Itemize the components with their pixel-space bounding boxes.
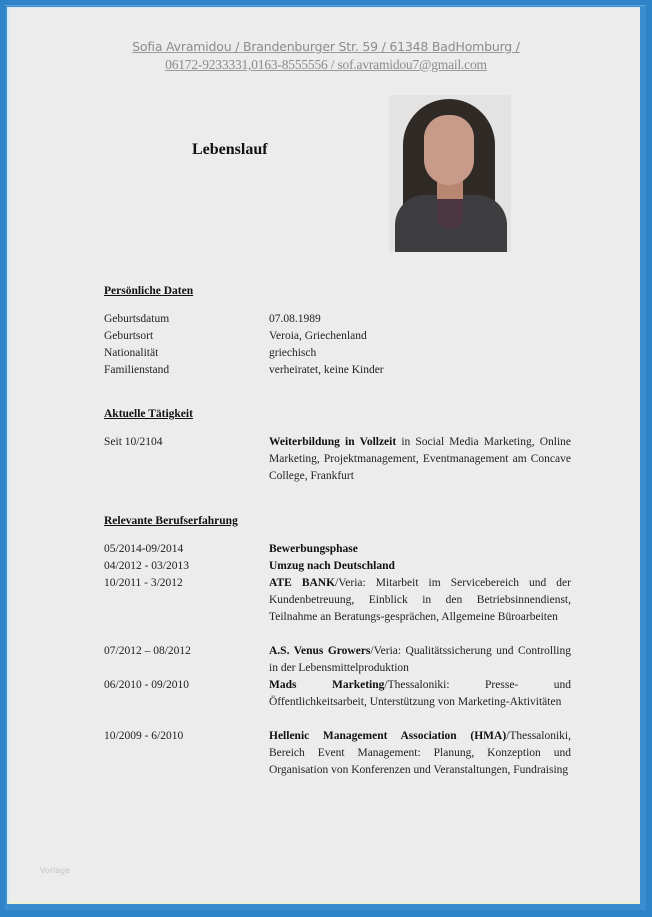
row-value — [269, 558, 571, 575]
section-heading-experience: Relevante Berufserfahrung — [104, 515, 238, 527]
row-value — [269, 575, 571, 626]
row-label: 06/2010 - 09/2010 — [104, 679, 189, 691]
contact-line-1[interactable]: Sofia Avramidou / Brandenburger Str. 59 / 61348 BadHomburg / — [132, 39, 520, 54]
row-value — [269, 541, 571, 558]
row-title: Bewerbungsphase — [269, 543, 358, 555]
row-label: 07/2012 – 08/2012 — [104, 645, 191, 657]
row-title: Mads Marketing — [269, 679, 385, 691]
row-value: Veroia, Griechenland — [269, 330, 367, 342]
watermark: Vorlage — [40, 866, 71, 875]
section-heading-personal: Persönliche Daten — [104, 285, 194, 297]
contact-line-2[interactable]: 06172-9233331,0163-8555556 / sof.avramidou7@gmail.com — [165, 57, 487, 72]
row-description: /Veria: Mitarbeit im Servicebereich und der Kundenbetreuung, Einblick in den Betriebsinnendienst, Teilnahme an Beratungs-gesprächen, Allgemeine Büroarbeiten — [269, 577, 571, 623]
row-label: 05/2014-09/2014 — [104, 543, 184, 555]
row-description: in Social Media Marketing, Online Marketing, Projektmanagement, Eventmanagement am Concave College, Frankfurt — [269, 436, 571, 482]
row-label: Geburtsdatum — [104, 313, 170, 325]
row-value — [269, 728, 571, 779]
row-label: 04/2012 - 03/2013 — [104, 560, 189, 572]
row-title: Umzug nach Deutschland — [269, 560, 395, 572]
photo-face — [424, 115, 474, 185]
row-description: /Thessaloniki: Presse- und Öffentlichkeitsarbeit, Unterstützung von Marketing-Aktivitäten — [269, 679, 572, 708]
row-label: Geburtsort — [104, 330, 154, 342]
row-value — [269, 434, 571, 485]
section-heading-current: Aktuelle Tätigkeit — [104, 408, 193, 420]
row-title: ATE BANK — [269, 577, 336, 589]
row-label: 10/2009 - 6/2010 — [104, 730, 184, 742]
page-title: Lebenslauf — [192, 141, 268, 158]
row-value: 07.08.1989 — [269, 313, 321, 325]
row-description: /Veria: Qualitätssicherung und Controlling in der Lebensmittelproduktion — [269, 645, 571, 674]
contact-header — [0, 38, 652, 74]
row-label: Familienstand — [104, 364, 170, 376]
row-value: griechisch — [269, 347, 317, 359]
row-value — [269, 643, 571, 677]
portrait-photo — [389, 95, 511, 252]
row-title: Hellenic Management Association (HMA) — [269, 730, 507, 742]
row-value: verheiratet, keine Kinder — [269, 364, 384, 376]
row-label: Nationalität — [104, 347, 159, 359]
row-title: Weiterbildung in Vollzeit — [269, 436, 397, 448]
row-label: Seit 10/2104 — [104, 436, 163, 448]
row-label: 10/2011 - 3/2012 — [104, 577, 183, 589]
row-value — [269, 677, 571, 711]
photo-collar — [437, 199, 463, 229]
row-title: A.S. Venus Growers — [269, 645, 371, 657]
row-description: /Thessaloniki, Bereich Event Management: Planung, Konzeption und Organisation von Konferenzen und Veranstaltungen, Fundraising — [269, 730, 571, 776]
